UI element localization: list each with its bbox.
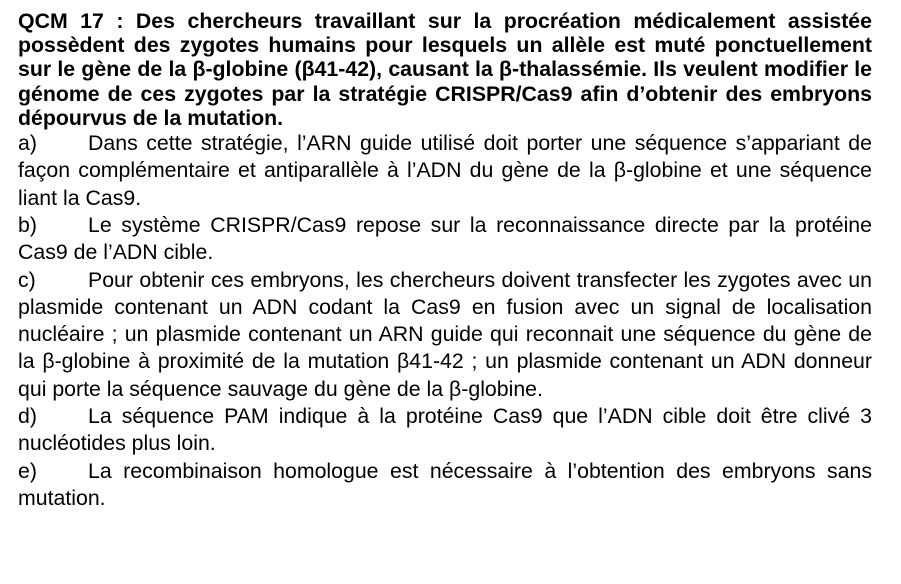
option-letter: a) — [18, 131, 37, 156]
option-letter: d) — [18, 403, 37, 428]
option-text: La recombinaison homologue est nécessaire à l’obtention des embryons sans mutation. — [18, 458, 872, 510]
option-b — [18, 212, 872, 267]
option-text: La séquence PAM indique à la protéine Cas9 que l’ADN cible doit être clivé 3 nucléotides plus loin. — [18, 403, 872, 456]
option-letter: c) — [18, 267, 36, 292]
option-text: Pour obtenir ces embryons, les chercheurs doivent transfecter les zygotes avec un plasmide contenant un ADN codant la Cas9 en fusion avec un signal de localisation nucléaire ; un plasmide contenant un ARN guide qui reconnait une séquence du gène de la β-globine à proximité de la mutation β41-42 ; un plasmide contenant un ADN donneur qui porte la séquence sauvage du gène de la β-globine. — [18, 267, 872, 401]
option-c — [18, 267, 872, 403]
option-text: Dans cette stratégie, l’ARN guide utilisé doit porter une séquence s’appariant de façon complémentaire et antiparallèle à l’ADN du gène de la β-globine et une séquence liant la Cas9. — [18, 131, 872, 210]
question-statement — [18, 9, 872, 130]
option-d — [18, 403, 872, 458]
option-letter: b) — [18, 212, 37, 237]
question-number: QCM 17 : — [18, 9, 124, 33]
question-text: Des chercheurs travaillant sur la procréation médicalement assistée possèdent des zygotes humains pour lesquels un allèle est muté ponctuellement sur le gène de la β-globine (β41-42), causant la β-thalassémie. Ils veulent modifier le génome de ces zygotes par la stratégie CRISPR/Cas9 afin d’obtenir des embryons dépourvus de la mutation. — [18, 9, 872, 130]
option-text: Le système CRISPR/Cas9 repose sur la reconnaissance directe par la protéine Cas9 de l’ADN cible. — [18, 212, 872, 265]
document-page — [18, 9, 872, 512]
option-e — [18, 458, 872, 513]
option-a — [18, 130, 872, 212]
option-letter: e) — [18, 458, 37, 483]
